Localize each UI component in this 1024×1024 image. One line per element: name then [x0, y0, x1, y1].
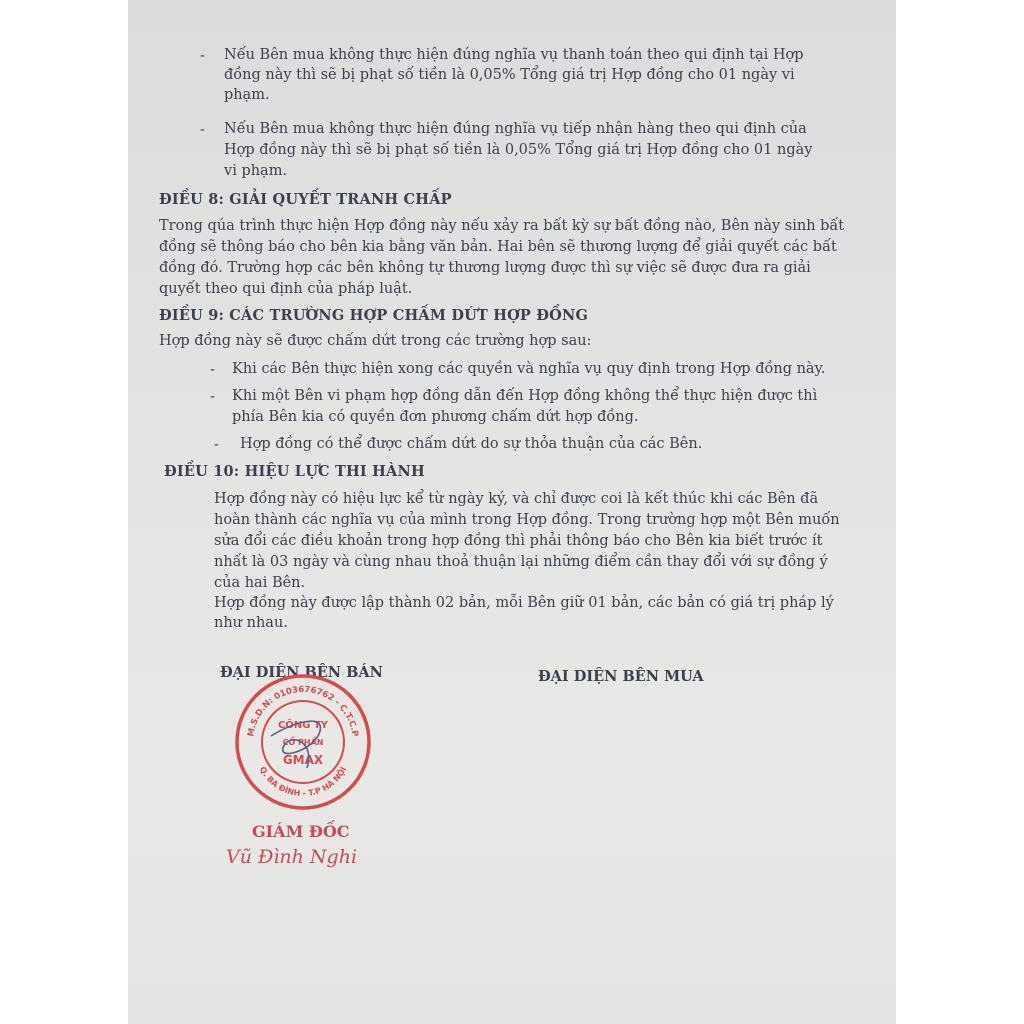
- section-heading-10: ĐIỀU 10: HIỆU LỰC THI HÀNH: [164, 463, 425, 480]
- text-line: đồng đó. Trường hợp các bên không tự thương lượng được thì sự việc sẽ được đưa ra giải: [159, 260, 811, 276]
- seal-center-line: CÔNG TY: [278, 720, 328, 731]
- text-line: phía Bên kia có quyền đơn phương chấm dứt hợp đồng.: [232, 409, 639, 425]
- text-line: Hợp đồng có thể được chấm dứt do sự thỏa thuận của các Bên.: [240, 436, 703, 452]
- text-line: Nếu Bên mua không thực hiện đúng nghĩa vụ thanh toán theo qui định tại Hợp: [224, 47, 804, 63]
- buyer-representative-label: ĐẠI DIỆN BÊN MUA: [538, 668, 704, 685]
- text-line: Hợp đồng này sẽ được chấm dứt trong các trường hợp sau:: [159, 333, 592, 349]
- text-line: nhất là 03 ngày và cùng nhau thoả thuận lại những điểm cần thay đổi với sự đồng ý: [214, 554, 828, 570]
- company-seal: [233, 672, 373, 812]
- text-line: của hai Bên.: [214, 575, 306, 591]
- bullet-dash: -: [210, 362, 215, 378]
- seller-representative-label: ĐẠI DIỆN BÊN BÁN: [220, 664, 383, 681]
- text-line: Nếu Bên mua không thực hiện đúng nghĩa vụ tiếp nhận hàng theo qui định của: [224, 121, 807, 137]
- seal-center-line: CỔ PHẦN: [282, 738, 324, 747]
- bullet-dash: -: [200, 122, 205, 138]
- text-line: như nhau.: [214, 615, 288, 631]
- bullet-dash: -: [214, 437, 219, 453]
- text-line: Trong qúa trình thực hiện Hợp đồng này nếu xảy ra bất kỳ sự bất đồng nào, Bên này sinh bất: [159, 218, 845, 234]
- director-title: GIÁM ĐỐC: [252, 822, 350, 841]
- section-heading-8: ĐIỀU 8: GIẢI QUYẾT TRANH CHẤP: [159, 191, 452, 208]
- section-heading-9: ĐIỀU 9: CÁC TRƯỜNG HỢP CHẤM DỨT HỢP ĐỒNG: [159, 307, 589, 324]
- text-line: đồng sẽ thông báo cho bên kia bằng văn bản. Hai bên sẽ thương lượng để giải quyết các bất: [159, 239, 837, 255]
- text-line: Hợp đồng này thì sẽ bị phạt số tiền là 0,05% Tổng giá trị Hợp đồng cho 01 ngày: [224, 142, 813, 158]
- text-line: đồng này thì sẽ bị phạt số tiền là 0,05% Tổng giá trị Hợp đồng cho 01 ngày vi: [224, 67, 795, 83]
- seal-center-line: GMAX: [282, 753, 324, 767]
- text-line: vi phạm.: [224, 163, 288, 179]
- text-line: quyết theo qui định của pháp luật.: [159, 281, 413, 297]
- text-line: phạm.: [224, 87, 270, 103]
- text-line: Khi các Bên thực hiện xong các quyền và nghĩa vụ quy định trong Hợp đồng này.: [232, 361, 826, 377]
- text-line: Khi một Bên vi phạm hợp đồng dẫn đến Hợp đồng không thể thực hiện được thì: [232, 388, 818, 404]
- text-line: sửa đổi các điều khoản trong hợp đồng thì phải thông báo cho Bên kia biết trước ít: [214, 533, 823, 549]
- seal-ring-text: M.S.D.N: 0103676762 - C.T.C.P: [246, 684, 360, 738]
- bullet-dash: -: [210, 389, 215, 405]
- text-line: Hợp đồng này có hiệu lực kể từ ngày ký, và chỉ được coi là kết thúc khi các Bên đã: [214, 491, 819, 507]
- contract-page: [128, 0, 896, 1024]
- seal-ring-bottom-text: Q. BA ĐÌNH - T.P HÀ NỘI: [257, 765, 349, 799]
- text-line: hoàn thành các nghĩa vụ của mình trong Hợp đồng. Trong trường hợp một Bên muốn: [214, 512, 840, 528]
- text-line: Hợp đồng này được lập thành 02 bản, mỗi Bên giữ 01 bản, các bản có giá trị pháp lý: [214, 595, 834, 611]
- bullet-dash: -: [200, 48, 205, 64]
- director-name: Vũ Đình Nghi: [226, 846, 358, 868]
